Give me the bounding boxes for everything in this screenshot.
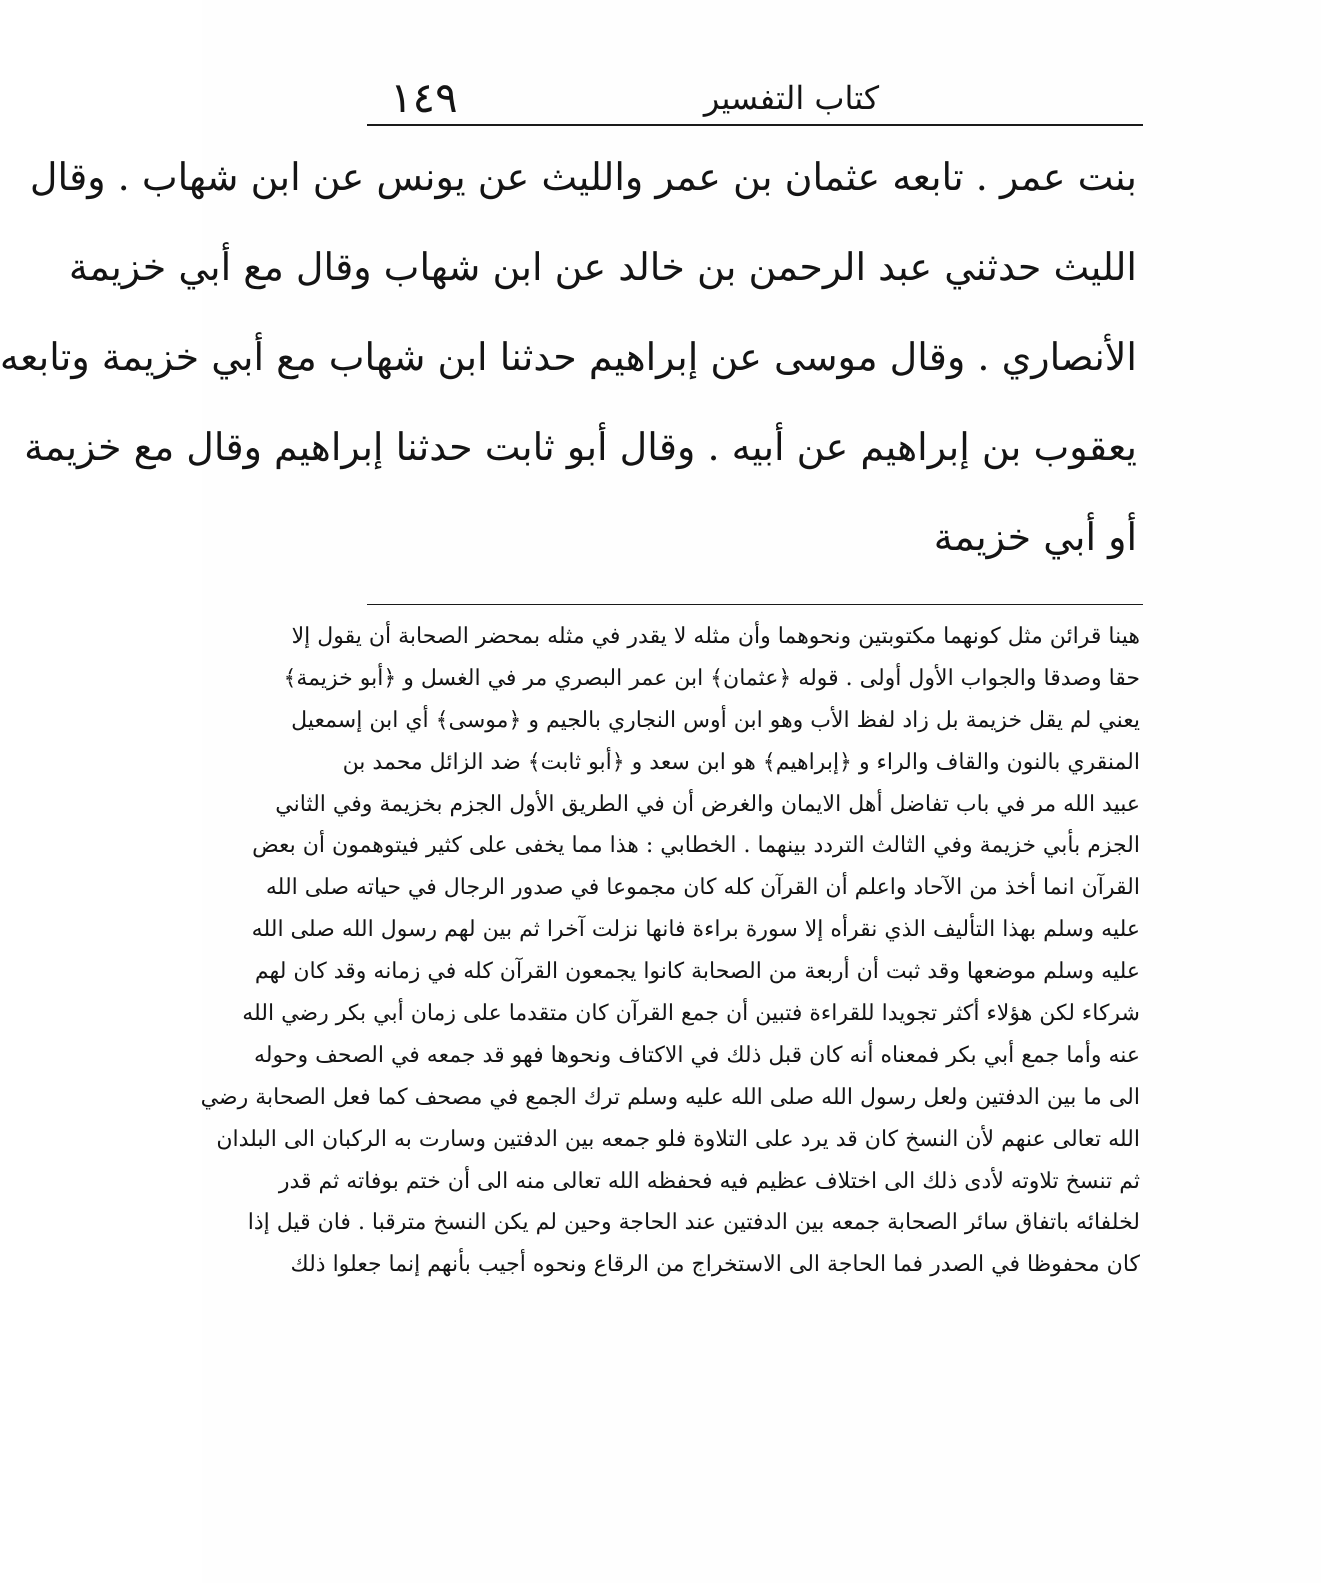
hadith-line: أو أبي خزيمة: [933, 515, 1137, 559]
hadith-line: بنت عمر . تابعه عثمان بن عمر والليث عن يونس عن ابن شهاب . وقال: [29, 155, 1137, 199]
commentary-line: عبيد الله مر في باب تفاضل أهل الايمان والغرض أن في الطريق الأول الجزم بخزيمة وفي الثاني: [275, 791, 1140, 817]
header-rule: [367, 124, 1143, 126]
commentary-line: المنقري بالنون والقاف والراء و ﴿إبراهيم﴾ هو ابن سعد و ﴿أبو ثابت﴾ ضد الزائل محمد بن: [342, 749, 1140, 775]
section-divider: [367, 604, 1143, 605]
commentary-block: [200, 616, 1140, 1286]
hadith-text-block: [0, 132, 1137, 582]
commentary-line: عنه وأما جمع أبي بكر فمعناه أنه كان قبل ذلك في الاكتاف ونحوها فهو قد جمعه في الصحف وحوله: [254, 1042, 1140, 1068]
commentary-line: الله تعالى عنهم لأن النسخ كان قد يرد على التلاوة فلو جمعه بين الدفتين وسارت به الركبان الى البلدان: [216, 1126, 1140, 1152]
commentary-line: ثم تنسخ تلاوته لأدى ذلك الى اختلاف عظيم فيه فحفظه الله تعالى منه الى أن ختم بوفاته ثم قدر: [278, 1168, 1140, 1194]
hadith-line: الأنصاري . وقال موسى عن إبراهيم حدثنا ابن شهاب مع أبي خزيمة وتابعه: [0, 335, 1137, 379]
page-number: ١٤٩: [390, 73, 458, 122]
commentary-line: الجزم بأبي خزيمة وفي الثالث التردد بينهما . الخطابي : هذا مما يخفى على كثير فيتوهمون أن بعض: [252, 833, 1140, 859]
commentary-line: عليه وسلم بهذا التأليف الذي نقرأه إلا سورة براءة فانها نزلت آخرا ثم بين لهم رسول الله صلى الله: [251, 917, 1140, 943]
hadith-line: يعقوب بن إبراهيم عن أبيه . وقال أبو ثابت حدثنا إبراهيم وقال مع خزيمة: [24, 425, 1137, 469]
commentary-line: هينا قرائن مثل كونهما مكتوبتين ونحوهما وأن مثله لا يقدر في مثله بمحضر الصحابة أن يقول إلا: [291, 624, 1140, 649]
commentary-line: لخلفائه باتفاق سائر الصحابة جمعه بين الدفتين عند الحاجة وحين لم يكن النسخ مترقبا . فان قيل إذا: [247, 1210, 1140, 1236]
commentary-line: الى ما بين الدفتين ولعل رسول الله صلى الله عليه وسلم ترك الجمع في مصحف كما فعل الصحابة رضي: [200, 1084, 1140, 1110]
running-title: كتاب التفسير: [703, 79, 880, 117]
commentary-line: عليه وسلم موضعها وقد ثبت أن أربعة من الصحابة كانوا يجمعون القرآن كله في زمانه وقد كان لهم: [254, 959, 1140, 985]
commentary-line: القرآن انما أخذ من الآحاد واعلم أن القرآن كله كان مجموعا في صدور الرجال في حياته صلى الله: [265, 875, 1140, 901]
commentary-line: شركاء لكن هؤلاء أكثر تجويدا للقراءة فتبين أن جمع القرآن كان متقدما على زمان أبي بكر رضي الله: [242, 1001, 1140, 1027]
commentary-line: يعني لم يقل خزيمة بل زاد لفظ الأب وهو ابن أوس النجاري بالجيم و ﴿موسى﴾ أي ابن إسمعيل: [291, 707, 1140, 733]
commentary-line: كان محفوظا في الصدر فما الحاجة الى الاستخراج من الرقاع ونحوه أجيب بأنهم إنما جعلوا ذلك: [290, 1252, 1140, 1278]
commentary-line: حقا وصدقا والجواب الأول أولى . قوله ﴿عثمان﴾ ابن عمر البصري مر في الغسل و ﴿أبو خزيمة﴾: [283, 665, 1140, 691]
hadith-line: الليث حدثني عبد الرحمن بن خالد عن ابن شهاب وقال مع أبي خزيمة: [68, 245, 1137, 289]
